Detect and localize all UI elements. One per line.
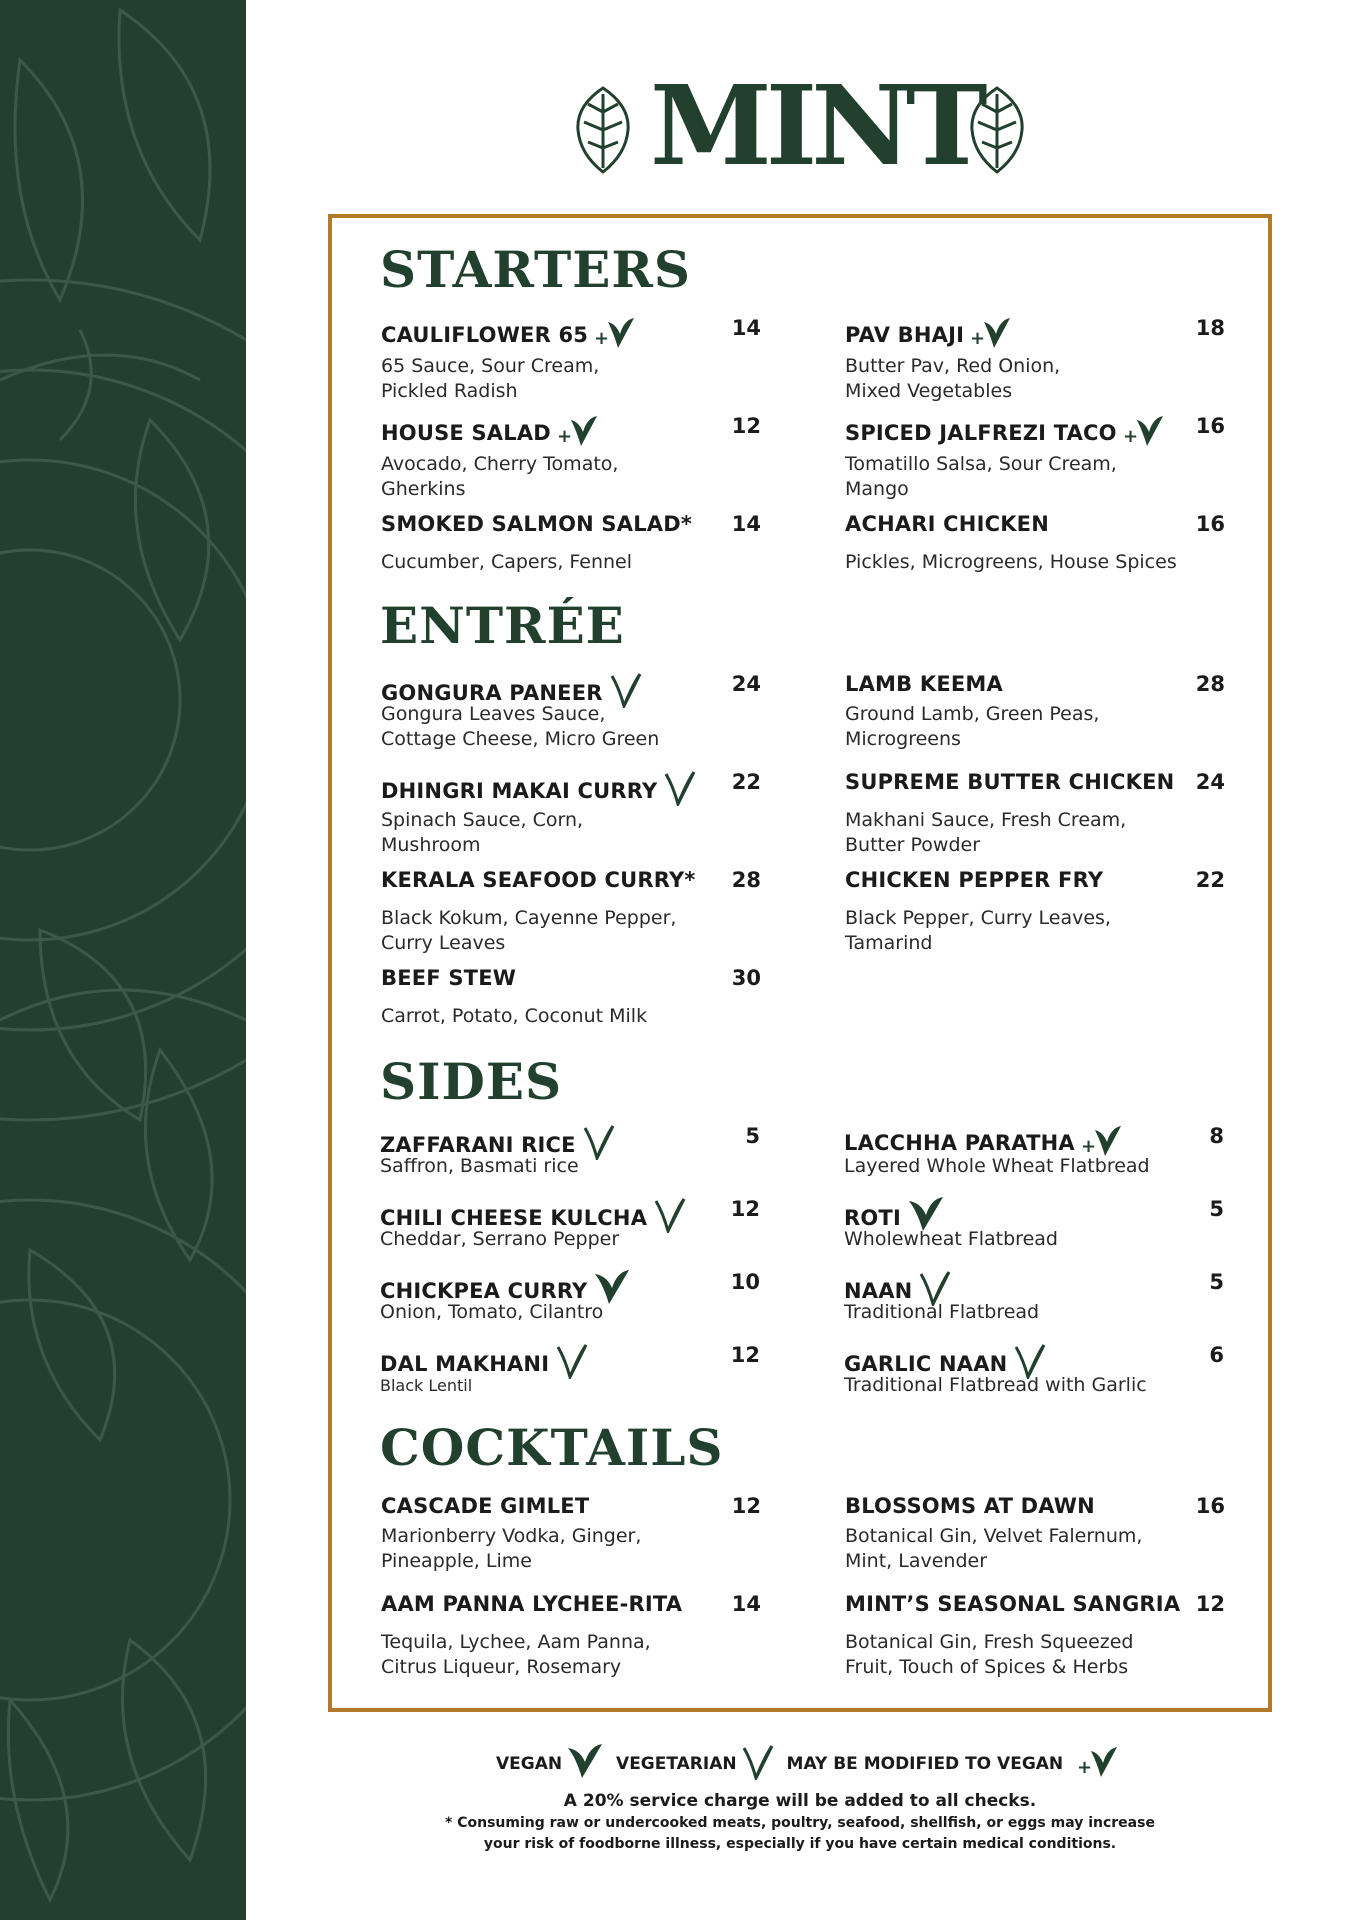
item-price: 24	[731, 672, 761, 696]
item-name: CHILI CHEESE KULCHA	[380, 1206, 648, 1230]
item-name: BEEF STEW	[381, 966, 517, 990]
menu-item	[381, 866, 761, 956]
item-name: CASCADE GIMLET	[381, 1494, 590, 1518]
vegan-leaf-icon	[566, 1742, 604, 1785]
item-price: 14	[731, 1592, 761, 1616]
plus-vegan-icon	[1123, 412, 1169, 455]
vegetarian-v-icon	[653, 1195, 687, 1240]
plus-vegan-icon	[594, 314, 640, 357]
item-price: 16	[1195, 512, 1225, 536]
item-price: 18	[1195, 316, 1225, 340]
item-description: Black Pepper, Curry Leaves, Tamarind	[845, 907, 1111, 954]
item-description: Onion, Tomato, Cilantro	[380, 1301, 604, 1323]
item-name: SPICED JALFREZI TACO	[845, 421, 1117, 445]
item-description: Layered Whole Wheat Flatbread	[844, 1155, 1150, 1177]
menu-item	[845, 314, 1225, 404]
menu-item	[380, 1341, 760, 1398]
legend-vegetarian-label: VEGETARIAN	[616, 1753, 737, 1774]
item-name: GONGURA PANEER	[381, 681, 603, 705]
item-description: Avocado, Cherry Tomato, Gherkins	[381, 453, 619, 500]
menu-item	[844, 1195, 1224, 1252]
item-description: Tomatillo Salsa, Sour Cream, Mango	[845, 453, 1117, 500]
menu-item	[845, 866, 1225, 956]
menu-item	[845, 1492, 1225, 1574]
vegetarian-v-icon	[663, 768, 697, 813]
svg-text:+: +	[1122, 426, 1138, 447]
vegetarian-v-icon	[1013, 1341, 1047, 1386]
menu-item	[381, 1590, 761, 1680]
menu-item	[380, 1268, 760, 1325]
plus-vegan-icon	[970, 314, 1016, 357]
item-description: Saffron, Basmati rice	[380, 1155, 579, 1177]
health-advisory-line-2: your risk of foodborne illness, especially if you have certain medical conditions.	[483, 1836, 1117, 1852]
vegan-leaf-icon	[907, 1195, 945, 1240]
menu-item	[845, 510, 1225, 575]
service-charge-note: A 20% service charge will be added to all checks.	[563, 1791, 1037, 1811]
item-description: Wholewheat Flatbread	[844, 1228, 1058, 1250]
menu-item	[381, 964, 761, 1029]
menu-item	[381, 314, 761, 404]
vegetarian-v-icon	[741, 1742, 775, 1785]
plus-vegan-icon	[1077, 1743, 1123, 1784]
health-advisory-line-1: * Consuming raw or undercooked meats, poultry, seafood, shellfish, or eggs may increase	[445, 1815, 1155, 1831]
menu-item	[381, 510, 761, 575]
vegetarian-v-icon	[582, 1122, 616, 1167]
item-name: CHICKPEA CURRY	[380, 1279, 588, 1303]
item-description: Spinach Sauce, Corn, Mushroom	[381, 809, 584, 856]
item-name: SUPREME BUTTER CHICKEN	[845, 770, 1175, 794]
menu-item	[844, 1122, 1224, 1179]
vegetarian-v-icon	[555, 1341, 589, 1386]
item-name: AAM PANNA LYCHEE-RITA	[381, 1592, 683, 1616]
item-name: MINT’S SEASONAL SANGRIA	[845, 1592, 1181, 1616]
item-price: 6	[1209, 1343, 1224, 1367]
svg-text:+: +	[970, 328, 986, 349]
item-price: 12	[1195, 1592, 1225, 1616]
svg-text:+: +	[1080, 1136, 1097, 1157]
item-name: DHINGRI MAKAI CURRY	[381, 779, 658, 803]
item-name: ROTI	[844, 1206, 901, 1230]
section-title-sides: SIDES	[380, 1052, 563, 1111]
item-description: Pickles, Microgreens, House Spices	[845, 551, 1177, 573]
vegan-leaf-icon	[593, 1268, 631, 1313]
item-price: 8	[1209, 1124, 1224, 1148]
mandala-pattern	[0, 0, 246, 1920]
item-price: 16	[1195, 414, 1225, 438]
item-description: Traditional Flatbread with Garlic	[844, 1374, 1147, 1396]
item-price: 12	[731, 1494, 761, 1518]
item-price: 12	[731, 414, 761, 438]
svg-text:+: +	[1077, 1757, 1093, 1778]
brand-name: MINT	[650, 61, 982, 190]
item-price: 22	[1195, 868, 1225, 892]
item-price: 5	[1209, 1270, 1224, 1294]
item-price: 5	[745, 1124, 760, 1148]
vegetarian-v-icon	[609, 670, 643, 715]
item-name: CAULIFLOWER 65	[381, 323, 589, 347]
item-name: KERALA SEAFOOD CURRY*	[381, 868, 696, 892]
item-description: Black Kokum, Cayenne Pepper, Curry Leaves	[381, 907, 677, 954]
menu-item	[845, 412, 1225, 502]
brand-logo	[570, 61, 1030, 190]
item-name: LACCHHA PARATHA	[844, 1131, 1075, 1155]
item-description: Makhani Sauce, Fresh Cream, Butter Powder	[845, 809, 1127, 856]
item-description: Botanical Gin, Velvet Falernum, Mint, Lavender	[845, 1525, 1143, 1572]
item-name: HOUSE SALAD	[381, 421, 551, 445]
menu-item	[844, 1341, 1224, 1398]
item-price: 10	[730, 1270, 760, 1294]
item-price: 22	[731, 770, 761, 794]
item-price: 16	[1195, 1494, 1225, 1518]
item-description: Cucumber, Capers, Fennel	[381, 551, 633, 573]
section-title-entree: ENTRÉE	[380, 596, 625, 655]
section-title-cocktails: COCKTAILS	[380, 1418, 724, 1477]
item-price: 12	[730, 1197, 760, 1221]
menu-item	[844, 1268, 1224, 1325]
plus-vegan-icon	[1081, 1122, 1127, 1165]
legend-vegan-label: VEGAN	[496, 1753, 563, 1774]
item-name: ZAFFARANI RICE	[380, 1133, 576, 1157]
menu-item	[380, 1122, 760, 1179]
decorative-sidebar	[0, 0, 246, 1920]
item-name: ACHARI CHICKEN	[845, 512, 1049, 536]
menu-item	[845, 1590, 1225, 1680]
item-description: Ground Lamb, Green Peas, Microgreens	[845, 703, 1100, 750]
menu-item	[380, 1195, 760, 1252]
svg-text:+: +	[594, 328, 610, 349]
item-description: Black Lentil	[380, 1376, 473, 1395]
menu-item	[381, 670, 761, 752]
item-description: Carrot, Potato, Coconut Milk	[381, 1005, 648, 1027]
item-price: 14	[731, 512, 761, 536]
item-name: NAAN	[844, 1279, 913, 1303]
item-name: GARLIC NAAN	[844, 1352, 1008, 1376]
menu-item	[381, 412, 761, 502]
item-name: CHICKEN PEPPER FRY	[845, 868, 1104, 892]
item-price: 28	[1195, 672, 1225, 696]
section-title-starters: STARTERS	[380, 240, 692, 299]
dietary-legend	[496, 1742, 1129, 1782]
item-description: Gongura Leaves Sauce, Cottage Cheese, Micro Green	[381, 703, 660, 750]
item-description: Cheddar, Serrano Pepper	[380, 1228, 620, 1250]
svg-text:+: +	[556, 426, 573, 447]
menu-item	[381, 1492, 761, 1574]
mint-leaf-icon	[570, 82, 636, 178]
item-name: PAV BHAJI	[845, 323, 965, 347]
item-description: 65 Sauce, Sour Cream, Pickled Radish	[381, 355, 600, 402]
item-price: 30	[731, 966, 761, 990]
item-description: Traditional Flatbread	[844, 1301, 1040, 1323]
menu-item	[845, 670, 1225, 752]
item-description: Tequila, Lychee, Aam Panna, Citrus Liqueur, Rosemary	[381, 1631, 651, 1678]
item-description: Marionberry Vodka, Ginger, Pineapple, Lime	[381, 1525, 642, 1572]
item-name: DAL MAKHANI	[380, 1352, 550, 1376]
item-name: LAMB KEEMA	[845, 672, 1003, 696]
item-price: 24	[1195, 770, 1225, 794]
legend-modifiable-label: MAY BE MODIFIED TO VEGAN	[786, 1753, 1064, 1774]
menu-item	[381, 768, 761, 858]
item-price: 12	[730, 1343, 760, 1367]
item-name: BLOSSOMS AT DAWN	[845, 1494, 1095, 1518]
mint-leaf-icon	[964, 82, 1030, 178]
item-price: 14	[731, 316, 761, 340]
item-price: 5	[1209, 1197, 1224, 1221]
plus-vegan-icon	[557, 412, 603, 455]
item-description: Botanical Gin, Fresh Squeezed Fruit, Touch of Spices & Herbs	[845, 1631, 1134, 1678]
item-name: SMOKED SALMON SALAD*	[381, 512, 693, 536]
item-price: 28	[731, 868, 761, 892]
vegetarian-v-icon	[918, 1268, 952, 1313]
menu-item	[845, 768, 1225, 858]
item-description: Butter Pav, Red Onion, Mixed Vegetables	[845, 355, 1061, 402]
